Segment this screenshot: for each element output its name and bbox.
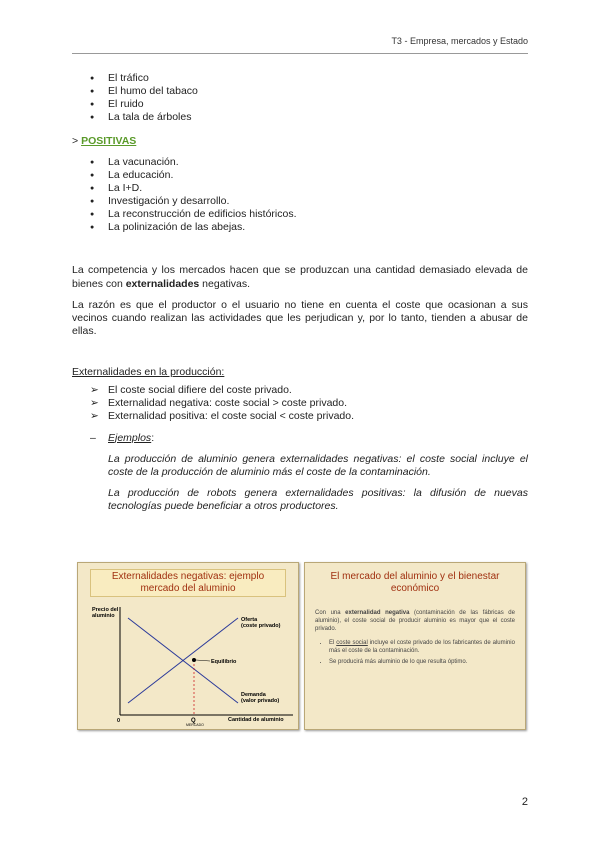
supply-demand-diagram (78, 563, 298, 729)
list-item: ● La I+D. (72, 182, 528, 195)
slide-text: Con una (315, 610, 346, 616)
slide-aluminium-chart (77, 562, 299, 730)
heading-label: POSITIVAS (81, 134, 137, 147)
list-item: ● La tala de árboles (72, 111, 528, 124)
list-item: ● La polinización de las abejas. (72, 221, 528, 234)
list-item: ● El tráfico (72, 72, 528, 85)
header-divider (72, 53, 528, 54)
slide-intro (315, 609, 515, 633)
example-robots: La producción de robots genera externalidades positivas: la difusión de nuevas tecnologías puede beneficiar a otros productores. (108, 486, 528, 512)
examples-heading (72, 432, 528, 445)
slide-title: El mercado del aluminio y el bienestar económico (330, 571, 500, 594)
list-item: ● El humo del tabaco (72, 85, 528, 98)
production-list (72, 384, 528, 423)
list-item: ● La vacunación. (72, 156, 528, 169)
demand-label: (valor privado) (241, 698, 280, 704)
page-content (72, 72, 528, 513)
para-text: negativas. (199, 277, 251, 290)
negative-externalities-list (72, 72, 528, 125)
dash: – (90, 431, 96, 444)
y-axis-label: Precio del (92, 607, 119, 613)
quantity-subscript: MERCADO (186, 723, 204, 727)
quantity-label: Q (191, 718, 196, 724)
slide-bullets (315, 639, 515, 666)
equilibrium-pointer (196, 660, 210, 661)
origin-label: 0 (117, 718, 121, 724)
slide-underline: coste social (336, 640, 368, 646)
page-number: 2 (521, 796, 528, 808)
para-text: La competencia y los mercados hacen que se produzcan una cantidad demasiado elevada de bienes con (72, 264, 528, 290)
positive-heading (72, 135, 528, 148)
slide-text: El (329, 640, 337, 646)
equilibrium-point (192, 658, 196, 662)
supply-label: Oferta (241, 617, 258, 623)
para-bold: externalidades (125, 277, 200, 290)
examples-colon: : (151, 431, 155, 444)
list-item: ➢ El coste social difiere del coste privado. (72, 384, 528, 397)
slide-text: (contaminación de las fábricas de aluminio), el coste social de producir aluminio es mayor que el coste privado. (315, 610, 515, 632)
list-item: ● El ruido (72, 98, 528, 111)
slide-bullet (329, 639, 515, 655)
list-item: ● Investigación y desarrollo. (72, 195, 528, 208)
paragraph-competition (72, 264, 528, 290)
examples-label: Ejemplos (108, 431, 152, 444)
slide-body (315, 609, 515, 669)
production-title: Externalidades en la producción: (72, 366, 225, 378)
slide-title-box: Externalidades negativas: ejemplo mercado del aluminio (90, 569, 286, 597)
page-header: T3 - Empresa, mercados y Estado (391, 36, 528, 46)
slide-bold: externalidad negativa (345, 610, 410, 616)
supply-label: (coste privado) (241, 623, 281, 629)
positive-externalities-list (72, 156, 528, 235)
list-item: ● La educación. (72, 169, 528, 182)
slide-text: incluye el coste privado de los fabricantes de aluminio más el coste de la contaminación. (329, 640, 515, 654)
demand-label: Demanda (241, 692, 266, 698)
paragraph-reason: La razón es que el productor o el usuario no tiene en cuenta el coste que ocasionan a sus vecinos cuando realizan las actividades que les perjudican y, por lo tanto, tienden a abusar de ellas. (72, 298, 528, 337)
equilibrium-label: Equilibrio (211, 659, 237, 665)
slide-bullet: • Se producirá más aluminio de lo que resulta óptimo. (329, 658, 515, 666)
list-item: ➢ Externalidad positiva: el coste social < coste privado. (72, 410, 528, 423)
list-item: ➢ Externalidad negativa: coste social > coste privado. (72, 397, 528, 410)
example-aluminium: La producción de aluminio genera externalidades negativas: el coste social incluye el coste de la producción de aluminio más el coste de la contaminación. (108, 452, 528, 478)
heading-prefix: > (72, 134, 79, 147)
list-item: ● La reconstrucción de edificios históricos. (72, 208, 528, 221)
slide-aluminium-welfare (304, 562, 526, 730)
y-axis-label: aluminio (92, 613, 115, 619)
x-axis-label: Cantidad de aluminio (228, 717, 284, 723)
